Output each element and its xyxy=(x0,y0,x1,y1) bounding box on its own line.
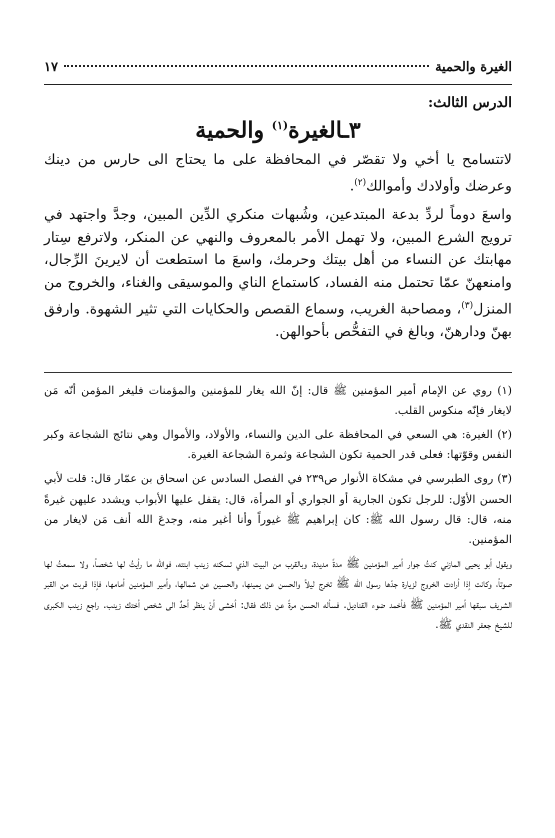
paragraph-1 xyxy=(44,149,512,198)
footnote-3-continuation: ويقول أبو يحيى المازني كنتُ جوار أمير المؤمنين ﷺ مدةً مديدة، وبالقرب من البيت الذي تسكنه زينب ابنته، فوالله ما رأيتُ لها شخصاً، ولا سمعتُ لها صوتاً، وكانت إذا أرادت الخروج لزيارة جدّها رسول الله ﷺ تخرج ليلاً والحسن عن يمينها، والحسين عن شمالها، وأمير المؤمنين أمامها، فإذا قربت من القبر الشريف سبقها أمير المؤمنين ﷺ فأخمد ضوء القناديل. فسأله الحسن مرةً عن ذلك فقال: أخشى أنْ ينظر أحدٌ الى شخص أختك زينب. راجع زينب الكبرى للشيخ جعفر النقدي ﷺ. xyxy=(44,557,512,631)
leader-dots xyxy=(64,65,429,67)
footnote-ref-2: (٢) xyxy=(354,177,367,188)
paragraph-1-end: . xyxy=(349,178,355,195)
footnote-ref-3: (٣) xyxy=(461,300,474,311)
lesson-title-ref: (١) xyxy=(271,119,289,132)
paragraph-2-text: واسعَ دوماً لردِّ بدعة المبتدعين، وشُبهات منكري الدِّين المبين، وجدَّ واجتهد في ترويج الشرع المبين، ولا تهمل الأمر بالمعروف والنهي عن المنكر، ولاترفع سِتار مهابتك عن النساء من أهل بيتك وحرمك، واسعَ ما استطعت أن لايرينَ الرِّجال، وامنعهنّ عمّا تحتمل منه الفساد، كاستماع الناي والموسيقى والغناء، والخروج من المنزل xyxy=(44,207,512,318)
header-rule xyxy=(44,84,512,85)
lesson-title-text: الغيرة xyxy=(288,117,343,144)
page-number: ١٧ xyxy=(44,60,58,75)
paragraph-1-text: لاتتسامح يا أخي ولا تقصّر في المحافظة على ما يحتاج الى حارس من دينك وعرضك وأولادك وأموالك xyxy=(44,152,512,195)
lesson-label: الدرس الثالث: xyxy=(427,95,512,111)
lesson-title-number: ٣ـ xyxy=(342,117,361,144)
running-header xyxy=(44,60,512,82)
lesson-title xyxy=(44,111,512,145)
lesson-title-rest: والحمية xyxy=(195,117,272,144)
paragraph-2 xyxy=(44,204,512,343)
footnote-2: (٢) الغيرة: هي السعي في المحافظة على الدين والنساء، والأولاد، والأموال وهي نتائج الشجاعة وكبر النفس وقوّتها: فعلى قدر الحمية تكون الشجاعة وثمرة الشجاعة الغيرة. xyxy=(44,427,512,462)
footnote-separator xyxy=(44,372,512,373)
footnote-1: (١) روي عن الإمام أمير المؤمنين ﷺ قال: إنّ الله يغار للمؤمنين والمؤمنات فليغر المؤمن أنّه مَن لايغار فإنّه منكوس القلب. xyxy=(44,383,512,417)
footnote-3: (٣) روى الطبرسي في مشكاة الأنوار ص٢٣٩ في الفصل السادس عن اسحاق بن عمّار قال: قلت لأبي الحسن الأوّل: للرجل تكون الجارية أو الجواري أو المرأة، قال: يقفل عليها الأبواب ويشدد عليهن غيرةً منه، قال: قال رسول الله ﷺ: كان إبراهيم ﷺ غيوراً وأنا أغير منه، وجدعَ الله أنف مَن لايغار من المؤمنين. xyxy=(44,472,512,546)
footnotes xyxy=(44,381,512,635)
book-page xyxy=(44,60,512,635)
paragraph-2-end: ، ومصاحبة الغريب، وسماع القصص والحكايات التي تثير الشهوة. وارفق بهنّ ودارهنّ، وبالغ في التفحُّص بأحوالهن. xyxy=(44,301,512,340)
running-header-title: الغيرة والحمية xyxy=(435,60,512,75)
